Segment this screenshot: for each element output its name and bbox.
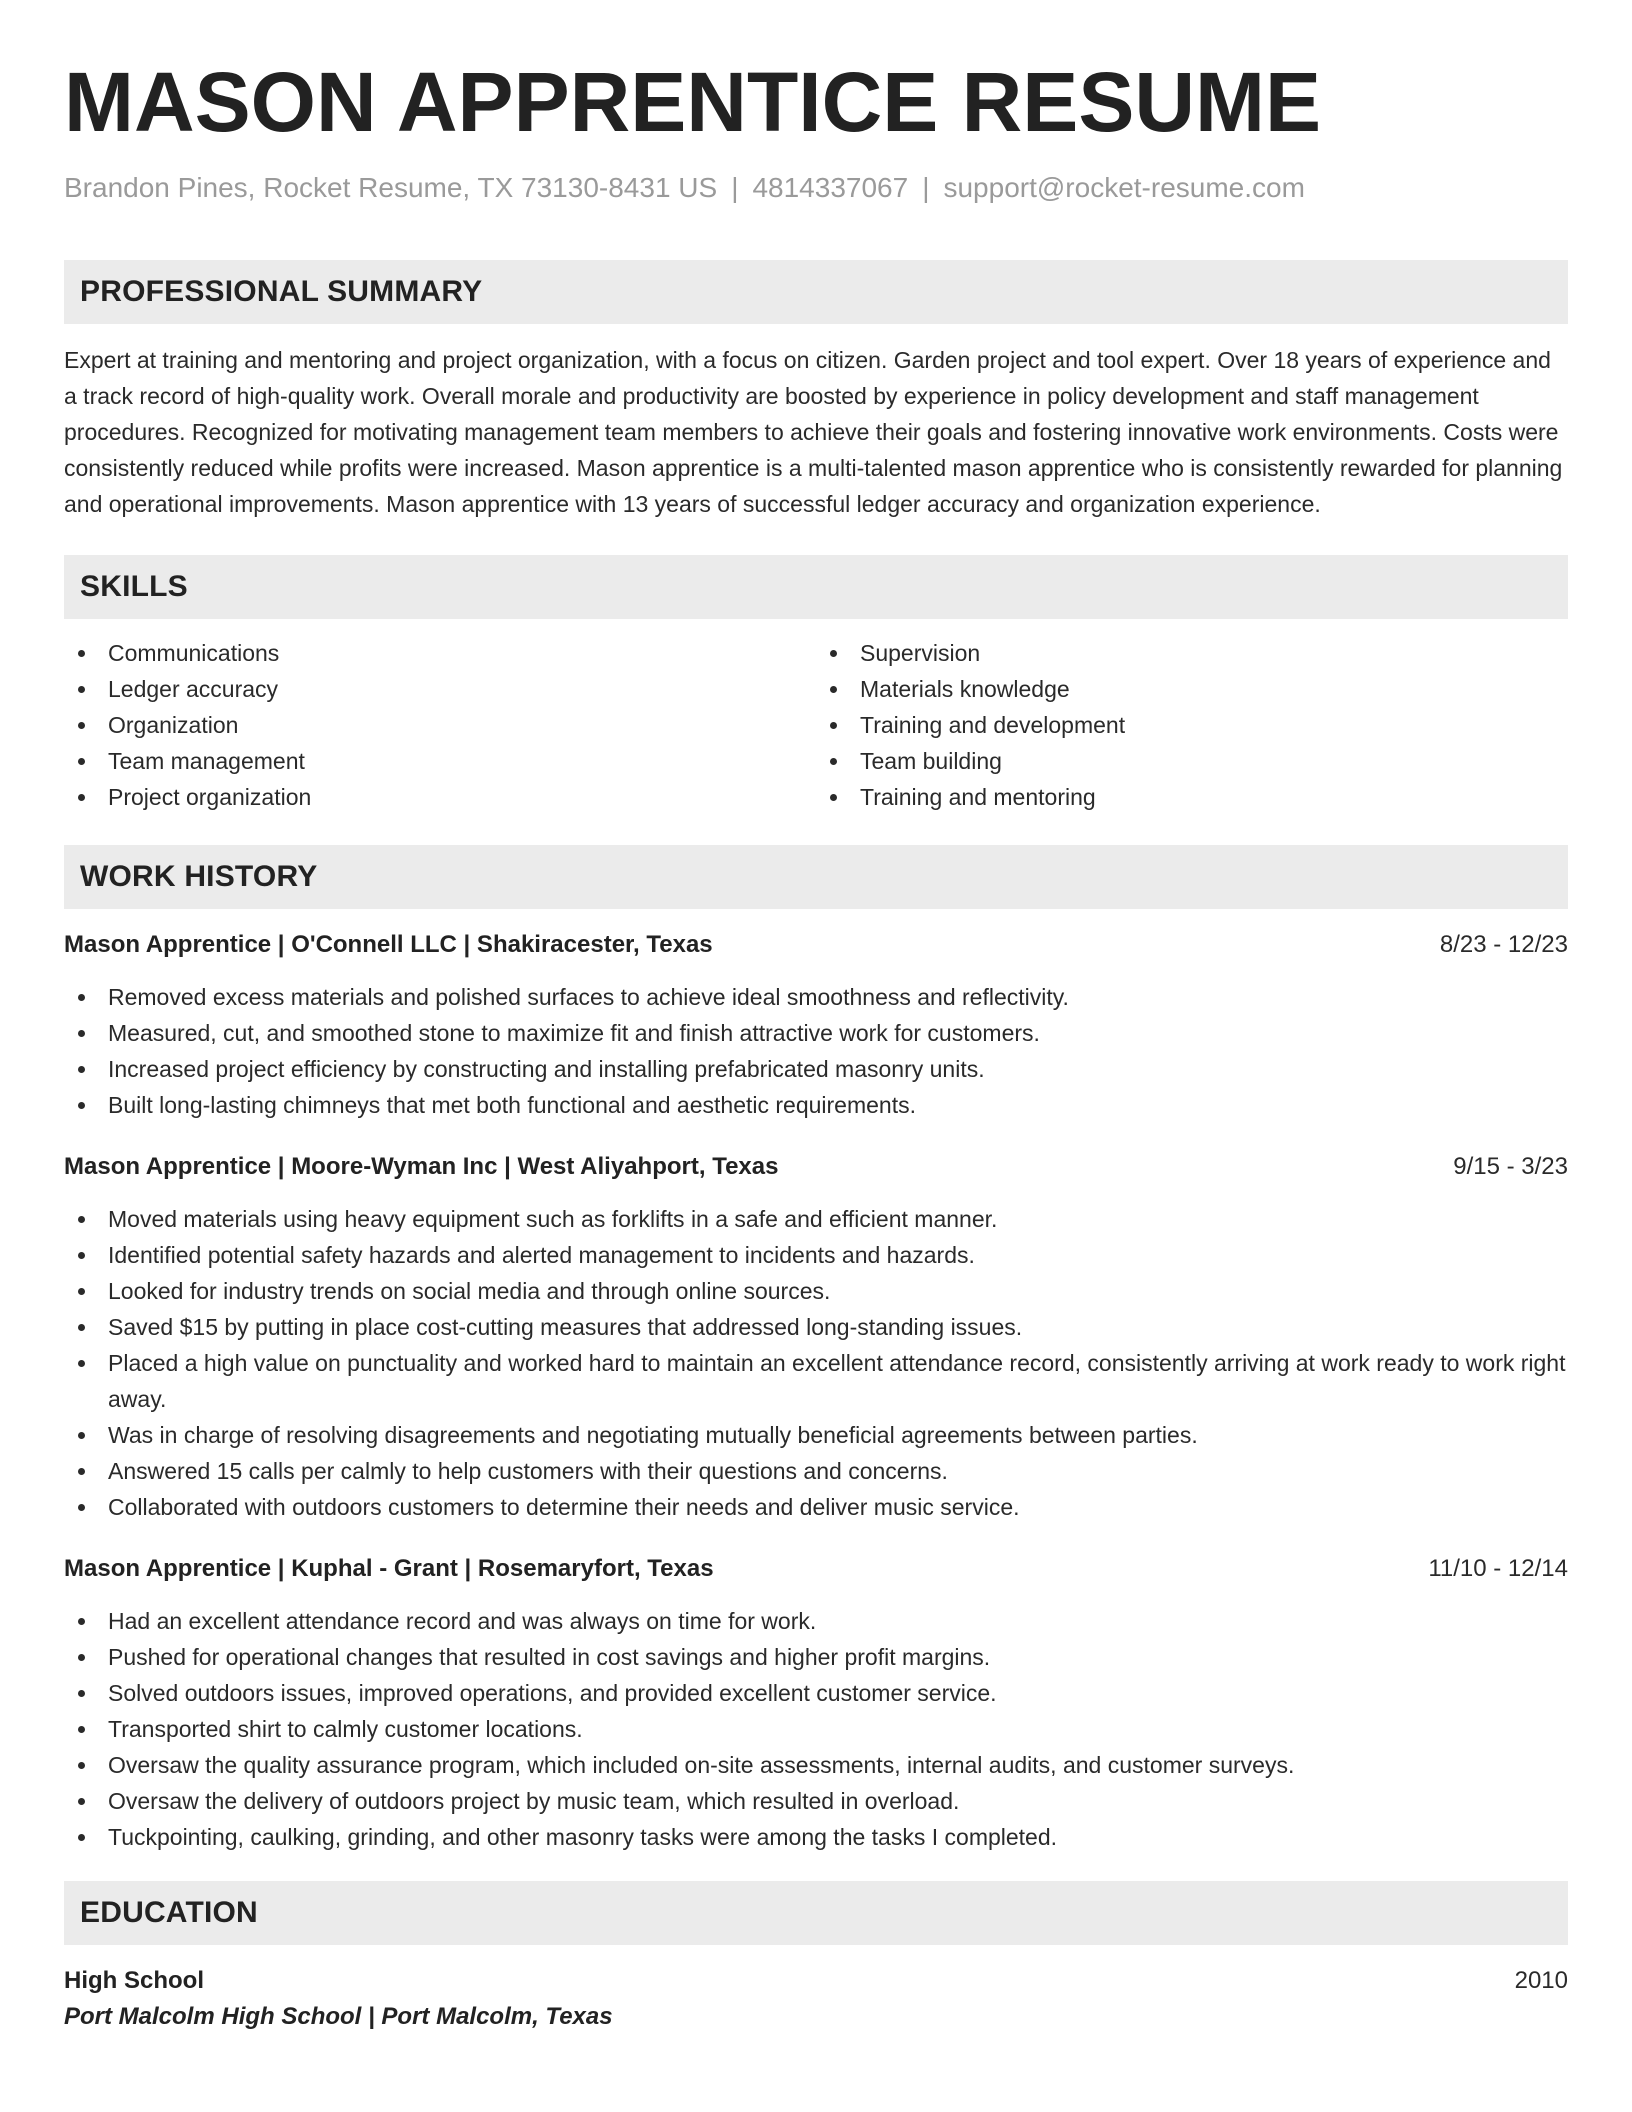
job-bullet bbox=[64, 1489, 1568, 1525]
work-history-heading: WORK HISTORY bbox=[64, 845, 1568, 909]
summary-text: Expert at training and mentoring and project organization, with a focus on citizen. Garden project and tool expert. Over 18 years of experience and a track record of high-quality work. Overall morale and productivity are boosted by experience in policy development and staff management procedures. Recognized for motivating management team members to achieve their goals and fostering innovative work environments. Costs were consistently reduced while profits were increased. Mason apprentice is a multi-talented mason apprentice who is consistently rewarded for planning and operational improvements. Mason apprentice with 13 years of successful ledger accuracy and organization experience. bbox=[64, 347, 1563, 517]
job-bullet bbox=[64, 1273, 1568, 1309]
bullet-icon bbox=[830, 650, 837, 657]
contact-phone: 4814337067 bbox=[752, 172, 909, 203]
job-bullet-text: Transported shirt to calmly customer locations. bbox=[108, 1716, 583, 1742]
work-history-section bbox=[64, 845, 1568, 1855]
bullet-icon bbox=[78, 1798, 85, 1805]
resume-title: MASON APPRENTICE RESUME bbox=[64, 55, 1322, 149]
bullet-icon bbox=[78, 1216, 85, 1223]
bullet-icon bbox=[78, 1468, 85, 1475]
skills-heading: SKILLS bbox=[64, 555, 1568, 619]
bullet-icon bbox=[78, 1690, 85, 1697]
bullet-icon bbox=[78, 1102, 85, 1109]
job-bullet-text: Placed a high value on punctuality and worked hard to maintain an excellent attendance record, consistently arriving at work ready to work right away. bbox=[108, 1350, 1566, 1412]
job-dates: 11/10 - 12/14 bbox=[1428, 1555, 1568, 1582]
bullet-icon bbox=[830, 758, 837, 765]
bullet-icon bbox=[78, 1654, 85, 1661]
skill-label: Ledger accuracy bbox=[108, 676, 279, 702]
job-bullet-text: Increased project efficiency by constructing and installing prefabricated masonry units. bbox=[108, 1056, 985, 1082]
skill-item bbox=[64, 635, 816, 671]
skill-label: Team management bbox=[108, 748, 305, 774]
job-bullet-text: Moved materials using heavy equipment such as forklifts in a safe and efficient manner. bbox=[108, 1206, 998, 1232]
job-bullets bbox=[64, 1603, 1568, 1855]
bullet-icon bbox=[830, 686, 837, 693]
job-bullets bbox=[64, 979, 1568, 1123]
job-entry bbox=[64, 1149, 1568, 1525]
skill-label: Materials knowledge bbox=[860, 676, 1070, 702]
job-entry bbox=[64, 1551, 1568, 1855]
contact-address: Brandon Pines, Rocket Resume, TX 73130-8431 US bbox=[64, 172, 718, 203]
education-year: 2010 bbox=[1514, 1967, 1568, 1994]
skill-label: Organization bbox=[108, 712, 239, 738]
bullet-icon bbox=[78, 686, 85, 693]
skill-label: Team building bbox=[860, 748, 1002, 774]
skill-item bbox=[816, 743, 1568, 779]
job-title: Mason Apprentice | O'Connell LLC | Shakiracester, Texas bbox=[64, 931, 713, 958]
job-bullet bbox=[64, 1747, 1568, 1783]
bullet-icon bbox=[78, 1288, 85, 1295]
skill-item bbox=[816, 635, 1568, 671]
job-entry bbox=[64, 927, 1568, 1123]
job-bullet bbox=[64, 979, 1568, 1015]
job-bullet-text: Was in charge of resolving disagreements and negotiating mutually beneficial agreements between parties. bbox=[108, 1422, 1198, 1448]
bullet-icon bbox=[830, 722, 837, 729]
job-bullet-text: Looked for industry trends on social media and through online sources. bbox=[108, 1278, 831, 1304]
bullet-icon bbox=[78, 794, 85, 801]
job-bullet bbox=[64, 1639, 1568, 1675]
bullet-icon bbox=[78, 1504, 85, 1511]
skills-section bbox=[64, 555, 1568, 815]
skill-item bbox=[64, 779, 816, 815]
bullet-icon bbox=[830, 794, 837, 801]
skill-label: Supervision bbox=[860, 640, 981, 666]
job-bullet-text: Pushed for operational changes that resulted in cost savings and higher profit margins. bbox=[108, 1644, 991, 1670]
job-bullet-text: Answered 15 calls per calmly to help customers with their questions and concerns. bbox=[108, 1458, 948, 1484]
job-bullet bbox=[64, 1783, 1568, 1819]
job-bullet bbox=[64, 1603, 1568, 1639]
bullet-icon bbox=[78, 722, 85, 729]
skills-columns bbox=[64, 635, 1568, 815]
skill-item bbox=[816, 779, 1568, 815]
skill-item bbox=[816, 671, 1568, 707]
bullet-icon bbox=[78, 758, 85, 765]
summary-heading: PROFESSIONAL SUMMARY bbox=[64, 260, 1568, 324]
job-bullet-text: Identified potential safety hazards and alerted management to incidents and hazards. bbox=[108, 1242, 975, 1268]
job-dates: 8/23 - 12/23 bbox=[1439, 931, 1568, 958]
job-bullet-text: Collaborated with outdoors customers to determine their needs and deliver music service. bbox=[108, 1494, 1020, 1520]
job-bullets bbox=[64, 1201, 1568, 1525]
job-bullet-text: Saved $15 by putting in place cost-cutting measures that addressed long-standing issues. bbox=[108, 1314, 1023, 1340]
skill-item bbox=[816, 707, 1568, 743]
bullet-icon bbox=[78, 1834, 85, 1841]
bullet-icon bbox=[78, 1030, 85, 1037]
job-bullet bbox=[64, 1309, 1568, 1345]
job-header bbox=[64, 927, 1568, 963]
job-bullet bbox=[64, 1675, 1568, 1711]
job-bullet bbox=[64, 1051, 1568, 1087]
job-header bbox=[64, 1551, 1568, 1587]
contact-line bbox=[64, 168, 1568, 208]
job-bullet bbox=[64, 1711, 1568, 1747]
education-section bbox=[64, 1881, 1568, 2035]
skill-label: Communications bbox=[108, 640, 280, 666]
job-bullet bbox=[64, 1345, 1568, 1417]
job-title: Mason Apprentice | Moore-Wyman Inc | West Aliyahport, Texas bbox=[64, 1153, 779, 1180]
bullet-icon bbox=[78, 1066, 85, 1073]
contact-separator: | bbox=[731, 172, 739, 203]
skill-label: Training and mentoring bbox=[860, 784, 1096, 810]
job-bullet bbox=[64, 1237, 1568, 1273]
job-bullet-text: Oversaw the delivery of outdoors project by music team, which resulted in overload. bbox=[108, 1788, 960, 1814]
skill-label: Project organization bbox=[108, 784, 312, 810]
bullet-icon bbox=[78, 1762, 85, 1769]
skill-item bbox=[64, 743, 816, 779]
contact-separator: | bbox=[922, 172, 930, 203]
bullet-icon bbox=[78, 994, 85, 1001]
job-bullet-text: Oversaw the quality assurance program, which included on-site assessments, internal audits, and customer surveys. bbox=[108, 1752, 1295, 1778]
job-bullet bbox=[64, 1087, 1568, 1123]
job-bullet-text: Measured, cut, and smoothed stone to maximize fit and finish attractive work for customers. bbox=[108, 1020, 1040, 1046]
skill-item bbox=[64, 707, 816, 743]
job-bullet-text: Built long-lasting chimneys that met both functional and aesthetic requirements. bbox=[108, 1092, 916, 1118]
job-title: Mason Apprentice | Kuphal - Grant | Rosemaryfort, Texas bbox=[64, 1555, 714, 1582]
bullet-icon bbox=[78, 1618, 85, 1625]
education-degree: High School bbox=[64, 1967, 204, 1994]
bullet-icon bbox=[78, 1432, 85, 1439]
skill-label: Training and development bbox=[860, 712, 1126, 738]
bullet-icon bbox=[78, 650, 85, 657]
job-bullet bbox=[64, 1201, 1568, 1237]
contact-email: support@rocket-resume.com bbox=[943, 172, 1305, 203]
skill-item bbox=[64, 671, 816, 707]
summary-section bbox=[64, 260, 1568, 522]
job-bullet bbox=[64, 1015, 1568, 1051]
job-bullet-text: Solved outdoors issues, improved operations, and provided excellent customer service. bbox=[108, 1680, 997, 1706]
education-school: Port Malcolm High School | Port Malcolm, Texas bbox=[64, 2003, 613, 2030]
bullet-icon bbox=[78, 1726, 85, 1733]
job-bullet-text: Had an excellent attendance record and was always on time for work. bbox=[108, 1608, 817, 1634]
skills-column-right bbox=[816, 635, 1568, 815]
skills-list-left bbox=[64, 635, 816, 815]
job-bullet bbox=[64, 1453, 1568, 1489]
skills-list-right bbox=[816, 635, 1568, 815]
job-bullet-text: Removed excess materials and polished surfaces to achieve ideal smoothness and reflectivity. bbox=[108, 984, 1069, 1010]
job-dates: 9/15 - 3/23 bbox=[1453, 1153, 1568, 1180]
bullet-icon bbox=[78, 1360, 85, 1367]
bullet-icon bbox=[78, 1324, 85, 1331]
job-header bbox=[64, 1149, 1568, 1185]
job-bullet-text: Tuckpointing, caulking, grinding, and other masonry tasks were among the tasks I completed. bbox=[108, 1824, 1058, 1850]
education-header bbox=[64, 1963, 1568, 1999]
job-bullet bbox=[64, 1819, 1568, 1855]
bullet-icon bbox=[78, 1252, 85, 1259]
skills-column-left bbox=[64, 635, 816, 815]
job-bullet bbox=[64, 1417, 1568, 1453]
education-heading: EDUCATION bbox=[64, 1881, 1568, 1945]
